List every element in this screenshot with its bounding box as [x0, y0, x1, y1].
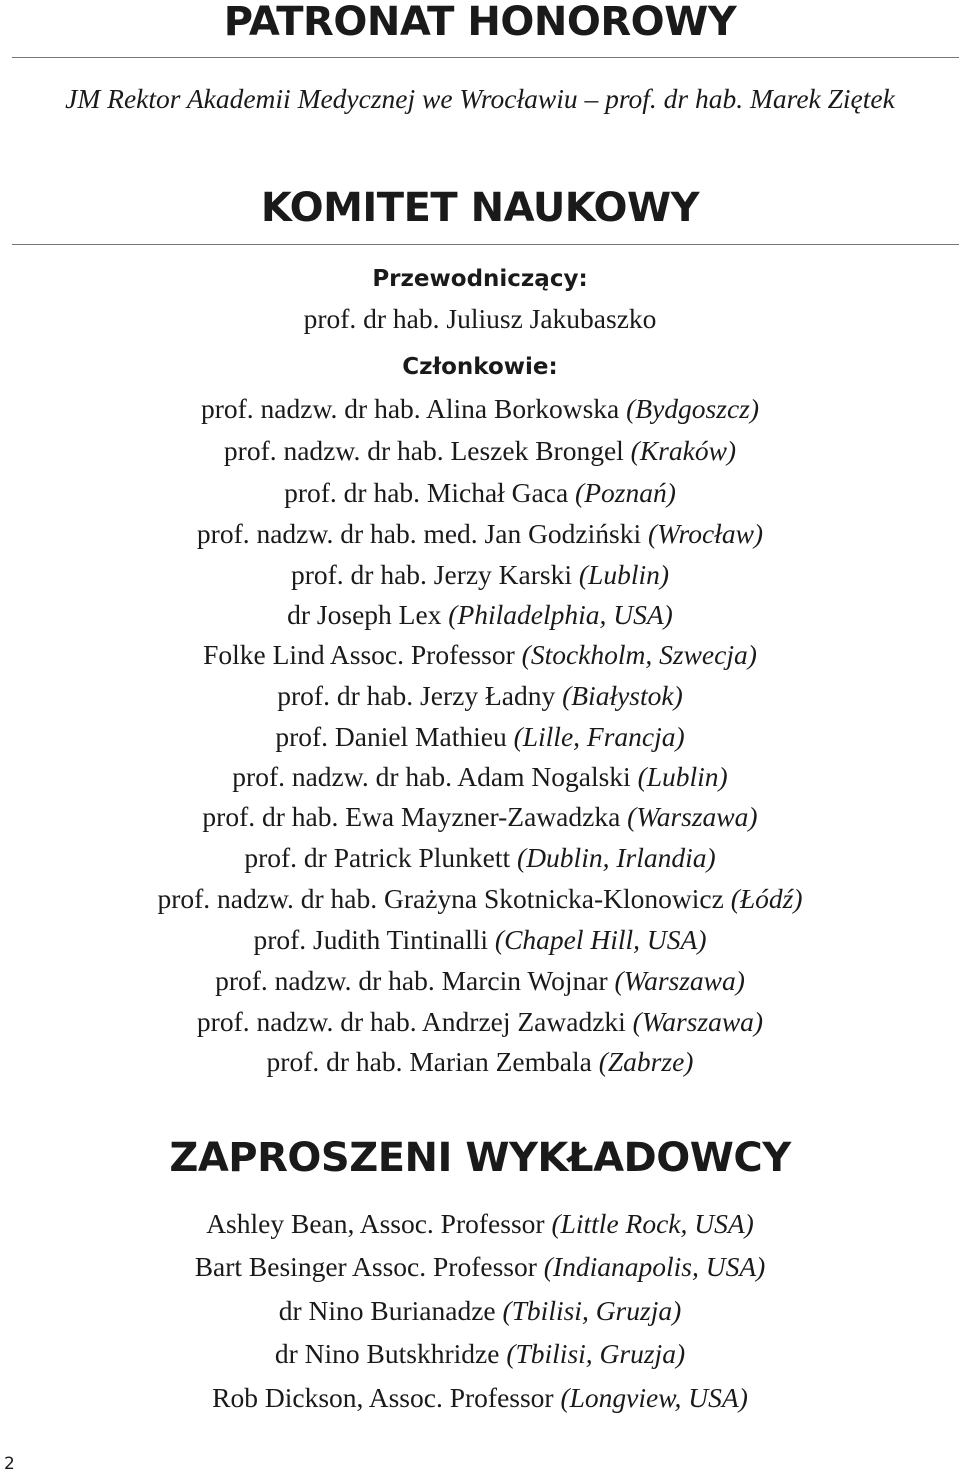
- member-place: (Białystok): [562, 680, 683, 711]
- member-name: prof. nadzw. dr hab. Leszek Brongel: [223, 435, 624, 466]
- list-item: [0, 641, 960, 669]
- member-place: (Warszawa): [614, 965, 745, 996]
- list-item: [0, 520, 960, 548]
- komitet-heading: KOMITET NAUKOWY: [260, 185, 700, 231]
- list-item: [0, 395, 960, 423]
- speaker-name: dr Nino Burianadze: [278, 1295, 496, 1326]
- member-place: (Lille, Francja): [513, 721, 685, 752]
- member-name: prof. dr hab. Ewa Mayzner-Zawadzka: [202, 801, 621, 832]
- member-name: prof. dr Patrick Plunkett: [244, 842, 511, 873]
- member-name: prof. nadzw. dr hab. Andrzej Zawadzki: [196, 1006, 626, 1037]
- member-name: prof. Daniel Mathieu: [275, 721, 507, 752]
- member-name: prof. dr hab. Michał Gaca: [284, 477, 569, 508]
- speaker-name: dr Nino Butskhridze: [274, 1338, 500, 1369]
- speaker-place: (Little Rock, USA): [551, 1208, 754, 1239]
- wykladowcy-heading: ZAPROSZENI WYKŁADOWCY: [169, 1135, 791, 1181]
- speaker-place: (Indianapolis, USA): [543, 1251, 766, 1282]
- member-place: (Bydgoszcz): [626, 393, 760, 424]
- patronat-heading: PATRONAT HONOROWY: [223, 0, 737, 45]
- member-place: (Stockholm, Szwecja): [521, 639, 757, 670]
- speaker-name: Bart Besinger Assoc. Professor: [194, 1251, 537, 1282]
- list-item: [0, 844, 960, 872]
- member-place: (Dublin, Irlandia): [517, 842, 716, 873]
- list-item: [0, 437, 960, 465]
- list-item: [0, 803, 960, 831]
- members-label: Członkowie:: [402, 354, 558, 380]
- member-name: prof. nadzw. dr hab. Adam Nogalski: [232, 761, 631, 792]
- page-number: 2: [4, 1454, 15, 1474]
- list-item: [0, 1297, 960, 1325]
- member-place: (Zabrze): [598, 1046, 694, 1077]
- member-place: (Lublin): [637, 761, 728, 792]
- chair-label: Przewodniczący:: [372, 266, 588, 292]
- member-name: prof. nadzw. dr hab. Grażyna Skotnicka-Klonowicz: [157, 883, 724, 914]
- list-item: [0, 1210, 960, 1238]
- list-item: [0, 967, 960, 995]
- list-item: [0, 1384, 960, 1412]
- member-place: (Philadelphia, USA): [448, 599, 673, 630]
- speaker-place: (Tbilisi, Gruzja): [506, 1338, 686, 1369]
- member-place: (Poznań): [575, 477, 676, 508]
- list-item: [0, 926, 960, 954]
- member-name: prof. dr hab. Jerzy Ładny: [277, 680, 556, 711]
- member-name: prof. dr hab. Marian Zembala: [266, 1046, 592, 1077]
- member-place: (Warszawa): [627, 801, 758, 832]
- list-item: [0, 1008, 960, 1036]
- speaker-name: Rob Dickson, Assoc. Professor: [212, 1382, 554, 1413]
- speaker-place: (Longview, USA): [560, 1382, 748, 1413]
- list-item: [0, 1253, 960, 1281]
- list-item: [0, 1048, 960, 1076]
- member-place: (Warszawa): [632, 1006, 764, 1037]
- member-place: (Łódź): [730, 883, 803, 914]
- member-name: dr Joseph Lex: [287, 599, 442, 630]
- patronat-divider: [12, 57, 959, 58]
- list-item: [0, 561, 960, 589]
- list-item: [0, 763, 960, 791]
- list-item: [0, 479, 960, 507]
- patronat-line: JM Rektor Akademii Medycznej we Wrocławiu – prof. dr hab. Marek Ziętek: [65, 83, 895, 114]
- speaker-place: (Tbilisi, Gruzja): [502, 1295, 682, 1326]
- member-place: (Lublin): [578, 559, 670, 590]
- chair-name: prof. dr hab. Juliusz Jakubaszko: [303, 303, 657, 334]
- komitet-divider: [12, 244, 959, 245]
- member-name: prof. nadzw. dr hab. Alina Borkowska: [200, 393, 620, 424]
- member-place: (Wrocław): [648, 518, 764, 549]
- member-name: prof. nadzw. dr hab. med. Jan Godziński: [196, 518, 642, 549]
- member-place: (Chapel Hill, USA): [494, 924, 707, 955]
- list-item: [0, 723, 960, 751]
- member-name: prof. Judith Tintinalli: [253, 924, 489, 955]
- member-place: (Kraków): [630, 435, 737, 466]
- speaker-name: Ashley Bean, Assoc. Professor: [206, 1208, 545, 1239]
- list-item: [0, 1340, 960, 1368]
- list-item: [0, 682, 960, 710]
- member-name: Folke Lind Assoc. Professor: [203, 639, 515, 670]
- member-name: prof. nadzw. dr hab. Marcin Wojnar: [215, 965, 608, 996]
- member-name: prof. dr hab. Jerzy Karski: [290, 559, 572, 590]
- list-item: [0, 885, 960, 913]
- list-item: [0, 601, 960, 629]
